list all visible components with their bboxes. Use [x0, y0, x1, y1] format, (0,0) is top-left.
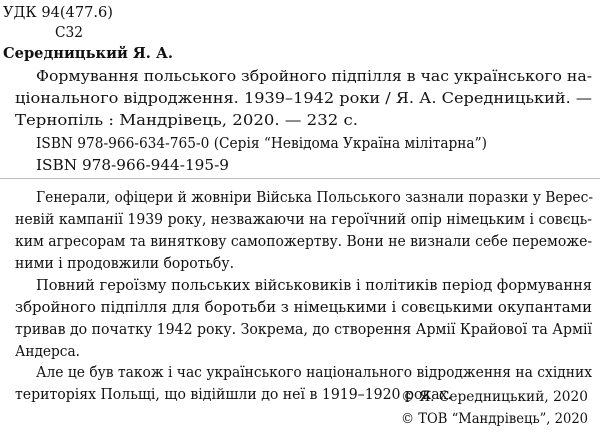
annotation-paragraph-2-line-2: збройного підпілля для боротьби з німецькими і совєцькими окупантами — [15, 298, 592, 316]
section-divider — [0, 178, 600, 179]
isbn-series-line: ISBN 978-966-634-765-0 (Серія “Невідома Україна мілітарна”) — [36, 134, 487, 152]
annotation-paragraph-1-line-1: Генерали, офіцери й жовніри Війська Польського зазнали поразки у Верес- — [36, 188, 594, 206]
annotation-paragraph-2-line-3: тривав до початку 1942 року. Зокрема, до створення Армії Крайової та Армії — [15, 320, 592, 338]
catalog-description-line-1: Формування польського збройного підпілля в час українського на- — [36, 67, 592, 85]
annotation-paragraph-2-line-4: Андерса. — [15, 342, 81, 360]
publisher-copyright: © ТОВ “Мандрівець”, 2020 — [401, 411, 589, 427]
annotation-paragraph-1-line-3: ким агресорам та виняткову самопожертву. Вони не визнали себе переможе- — [15, 232, 593, 250]
catalog-description-line-2: ціонального відродження. 1939–1942 роки / Я. А. Середницький. — — [15, 89, 593, 107]
isbn-secondary-line: ISBN 978-966-944-195-9 — [36, 156, 229, 174]
author-copyright: © Я. Середницький, 2020 — [401, 389, 589, 405]
annotation-paragraph-1-line-2: невій кампанії 1939 року, незважаючи на героїчний опір німецьким і совєць- — [15, 210, 592, 228]
annotation-paragraph-2-line-1: Повний героїзму польських військовиків і політиків період формування — [36, 276, 593, 294]
classification-code: С32 — [55, 23, 84, 41]
annotation-paragraph-1-line-4: ними і продовжили боротьбу. — [15, 254, 235, 272]
annotation-paragraph-3-line-2: територіях Польщі, що відійшли до неї в 1919–1920 роках. — [15, 385, 453, 403]
udk-line: УДК 94(477.6) — [3, 3, 114, 21]
author-heading: Середницький Я. А. — [3, 44, 174, 62]
annotation-paragraph-3-line-1: Але це був також і час українського національного відродження на східних — [36, 363, 593, 381]
catalog-description-line-3: Тернопіль : Мандрівець, 2020. — 232 с. — [15, 111, 358, 129]
